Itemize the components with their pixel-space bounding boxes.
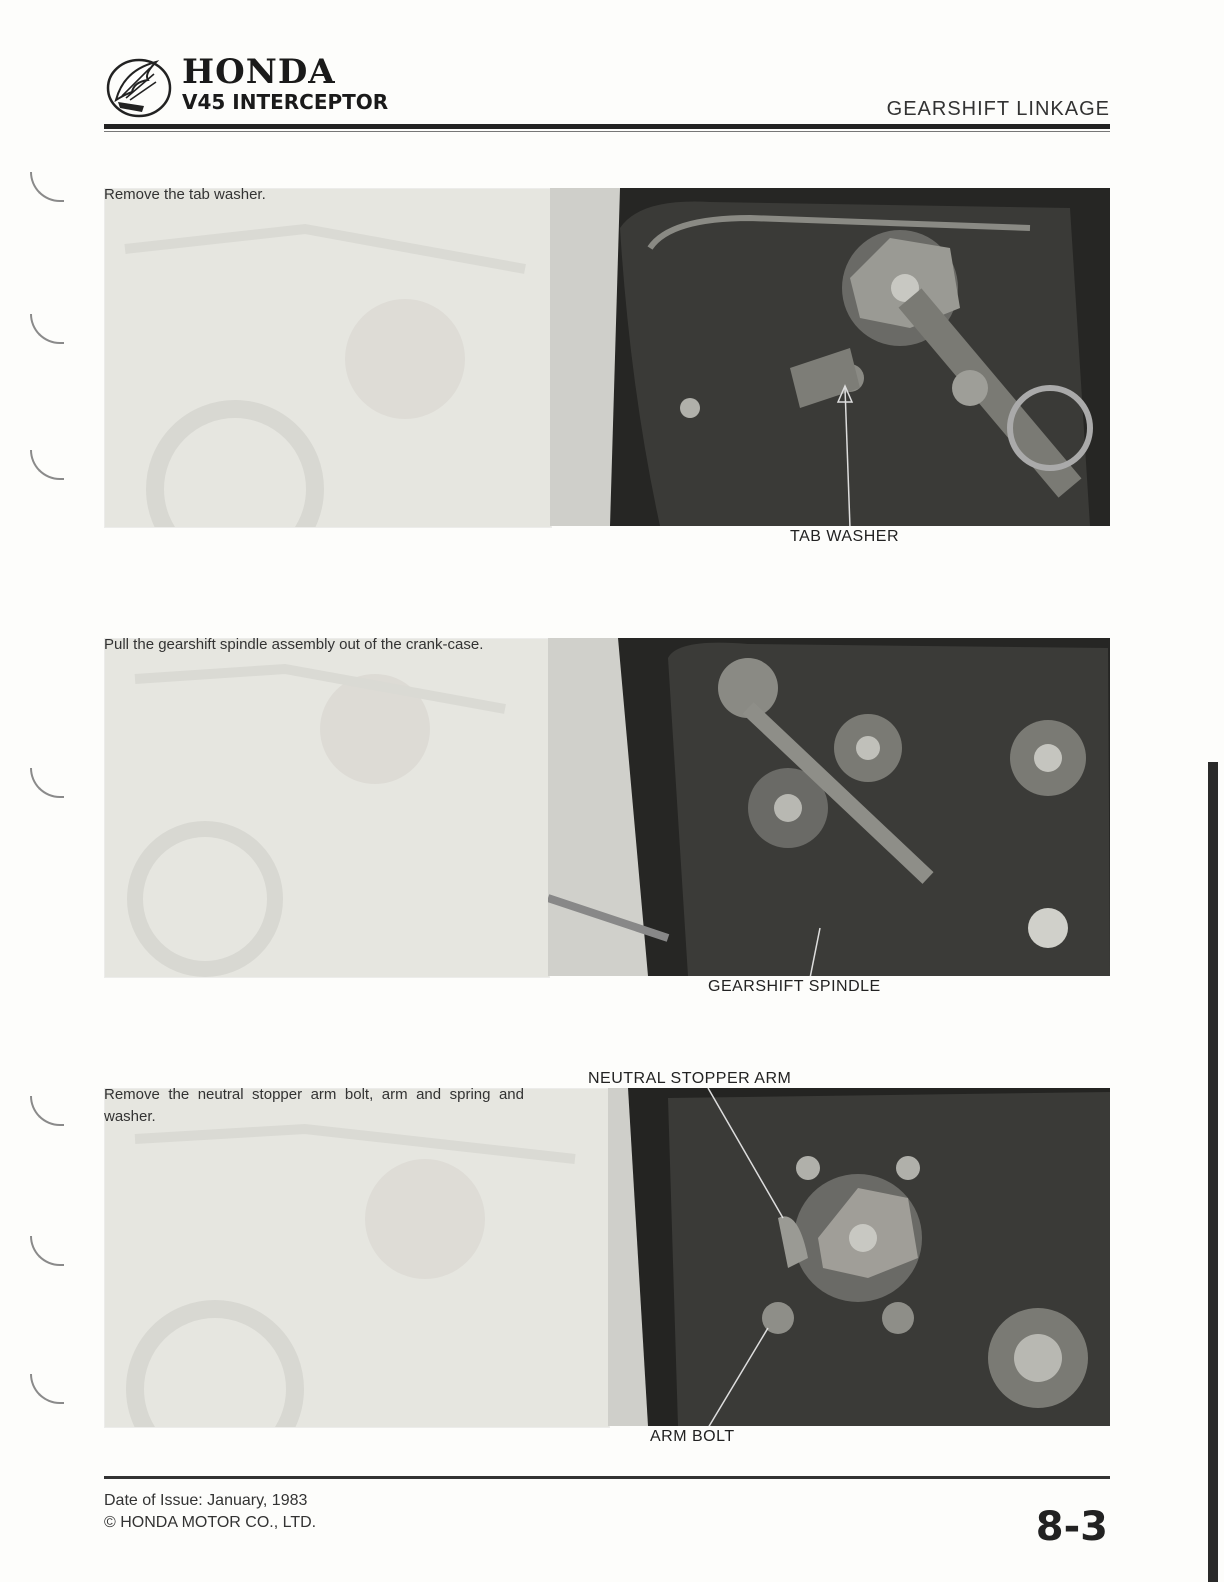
binder-mark xyxy=(30,314,64,344)
instruction-text: Remove the neutral stopper arm bolt, arm and spring and washer. xyxy=(104,1086,524,1125)
bleed-through-image xyxy=(104,188,552,528)
step-remove-tab-washer xyxy=(104,184,1110,554)
instruction-text: Pull the gearshift spindle assembly out of the crank-case. xyxy=(104,636,484,653)
binder-mark xyxy=(30,1236,64,1266)
binder-mark xyxy=(30,1096,64,1126)
callout-arm-bolt: ARM BOLT xyxy=(650,1428,735,1445)
header-rule xyxy=(104,124,1110,129)
callout-neutral-stopper-arm: NEUTRAL STOPPER ARM xyxy=(588,1070,792,1087)
engine-photo xyxy=(608,1088,1110,1426)
engine-photo xyxy=(550,188,1110,526)
issue-date: Date of Issue: January, 1983 xyxy=(104,1492,308,1509)
bleed-through-image xyxy=(104,638,550,978)
brand-name: HONDA xyxy=(182,52,336,92)
copyright: © HONDA MOTOR CO., LTD. xyxy=(104,1514,317,1531)
page-edge-shadow xyxy=(1208,762,1218,1582)
binder-mark xyxy=(30,172,64,202)
footer-rule xyxy=(104,1476,1110,1479)
wing-emblem-icon xyxy=(104,50,174,120)
step-remove-neutral-stopper-arm xyxy=(104,1066,1110,1466)
bleed-through-image xyxy=(104,1088,610,1428)
header-rule-thin xyxy=(104,131,1110,132)
section-title: GEARSHIFT LINKAGE xyxy=(886,98,1110,120)
model-name: V45 INTERCEPTOR xyxy=(182,90,389,114)
callout-gearshift-spindle: GEARSHIFT SPINDLE xyxy=(708,978,881,995)
engine-photo xyxy=(548,638,1110,976)
honda-logo xyxy=(104,50,394,122)
page-number: 8-3 xyxy=(1035,1504,1108,1550)
callout-tab-washer: TAB WASHER xyxy=(790,528,900,545)
step-pull-gearshift-spindle xyxy=(104,634,1110,1004)
binder-mark xyxy=(30,768,64,798)
instruction-text: Remove the tab washer. xyxy=(104,186,266,203)
binder-mark xyxy=(30,1374,64,1404)
binder-mark xyxy=(30,450,64,480)
